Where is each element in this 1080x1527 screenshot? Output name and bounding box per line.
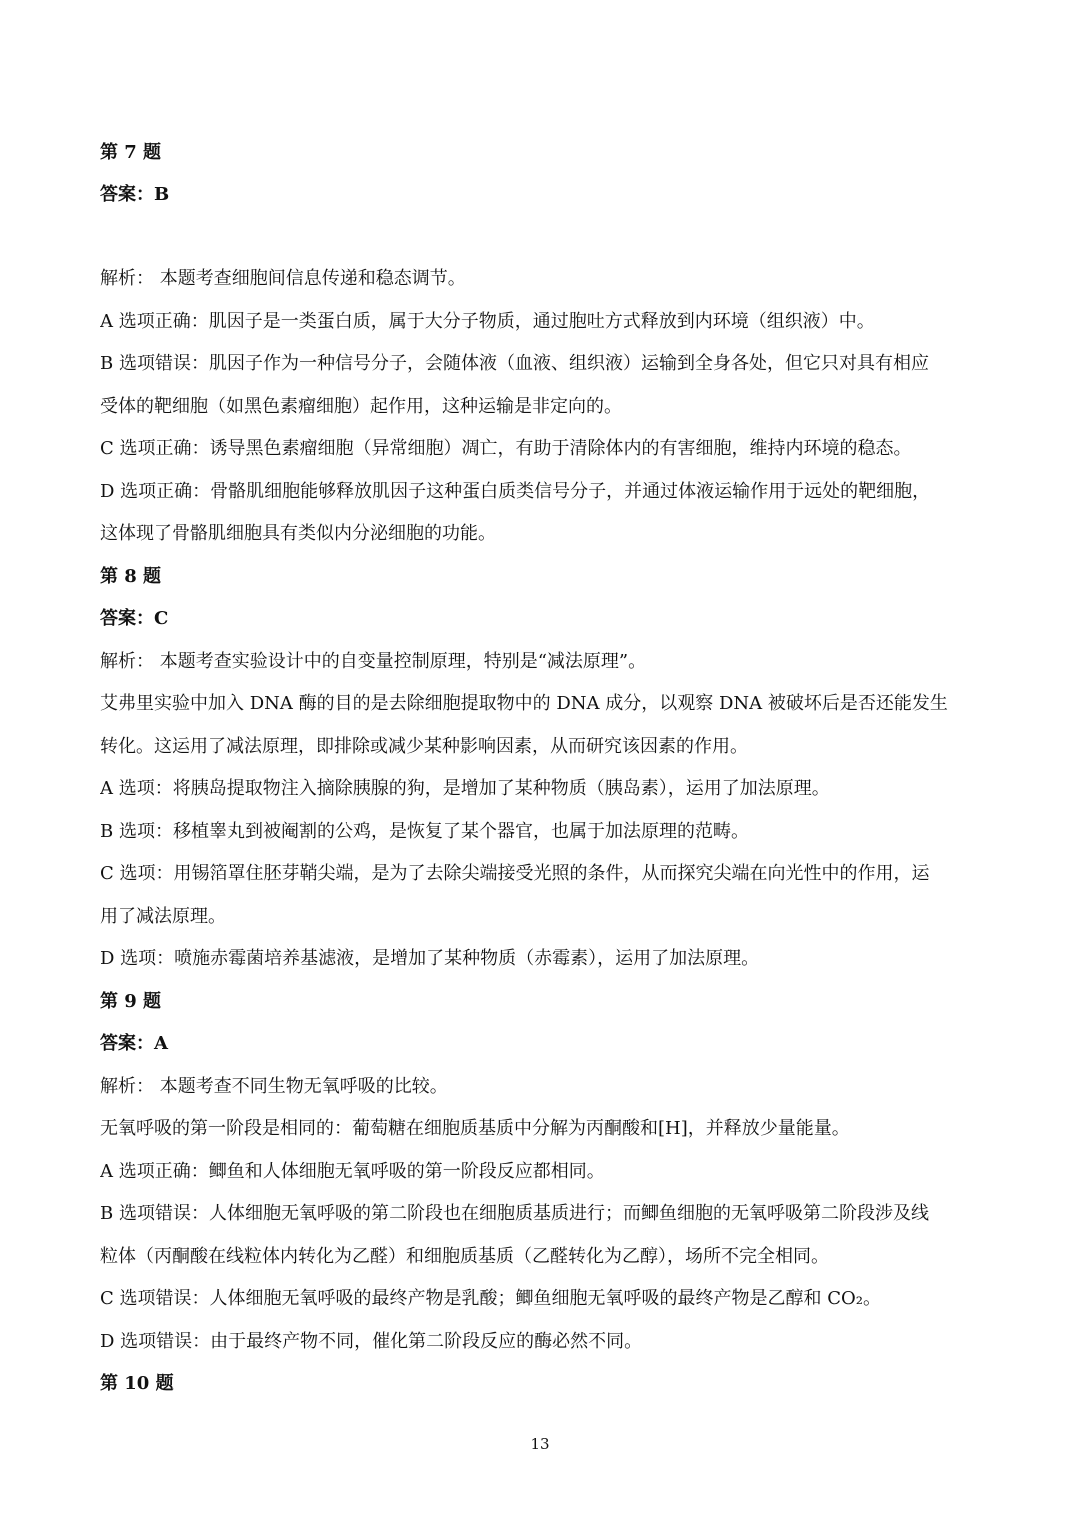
q8-option-c-line1: C 选项：用锡箔罩住胚芽鞘尖端，是为了去除尖端接受光照的条件，从而探究尖端在向光性中的作用，运 [100, 863, 930, 884]
q8-option-b: B 选项：移植睾丸到被阉割的公鸡，是恢复了某个器官，也属于加法原理的范畴。 [100, 821, 749, 842]
q10-heading: 第 10 题 [100, 1373, 174, 1394]
q7-option-d-line1: D 选项正确：骨骼肌细胞能够释放肌因子这种蛋白质类信号分子，并通过体液运输作用于远处的靶细胞， [100, 481, 931, 502]
q8-intro-line1: 艾弗里实验中加入 DNA 酶的目的是去除细胞提取物中的 DNA 成分，以观察 DNA 被破坏后是否还能发生 [100, 693, 948, 714]
q7-option-b-line1: B 选项错误：肌因子作为一种信号分子，会随体液（血液、组织液）运输到全身各处，但它只对具有相应 [100, 353, 929, 374]
q9-analysis: 解析： 本题考查不同生物无氧呼吸的比较。 [100, 1076, 448, 1097]
q9-intro: 无氧呼吸的第一阶段是相同的：葡萄糖在细胞质基质中分解为丙酮酸和[H]，并释放少量能量。 [100, 1118, 850, 1139]
q7-option-c: C 选项正确：诱导黑色素瘤细胞（异常细胞）凋亡，有助于清除体内的有害细胞，维持内环境的稳态。 [100, 438, 912, 459]
q9-option-b-line2: 粒体（丙酮酸在线粒体内转化为乙醛）和细胞质基质（乙醛转化为乙醇），场所不完全相同。 [100, 1246, 829, 1267]
q9-option-b-line1: B 选项错误：人体细胞无氧呼吸的第二阶段也在细胞质基质进行；而鲫鱼细胞的无氧呼吸第二阶段涉及线 [100, 1203, 929, 1224]
q8-heading: 第 8 题 [100, 566, 162, 587]
q8-analysis: 解析： 本题考查实验设计中的自变量控制原理，特别是“减法原理”。 [100, 651, 647, 672]
q9-answer: 答案：A [100, 1033, 168, 1054]
q9-option-d: D 选项错误：由于最终产物不同，催化第二阶段反应的酶必然不同。 [100, 1331, 643, 1352]
page-number: 13 [530, 1435, 550, 1453]
q7-answer: 答案：B [100, 184, 170, 205]
q7-option-b-line2: 受体的靶细胞（如黑色素瘤细胞）起作用，这种运输是非定向的。 [100, 396, 622, 417]
q9-option-c: C 选项错误：人体细胞无氧呼吸的最终产物是乳酸；鲫鱼细胞无氧呼吸的最终产物是乙醇和 CO₂。 [100, 1288, 881, 1309]
q8-intro-line2: 转化。这运用了减法原理，即排除或减少某种影响因素，从而研究该因素的作用。 [100, 736, 748, 757]
q8-option-a: A 选项：将胰岛提取物注入摘除胰腺的狗，是增加了某种物质（胰岛素），运用了加法原理。 [100, 778, 830, 799]
q7-heading: 第 7 题 [100, 142, 162, 163]
q8-option-c-line2: 用了减法原理。 [100, 906, 226, 927]
q8-option-d: D 选项：喷施赤霉菌培养基滤液，是增加了某种物质（赤霉素），运用了加法原理。 [100, 948, 760, 969]
q7-analysis: 解析： 本题考查细胞间信息传递和稳态调节。 [100, 268, 466, 289]
q8-answer: 答案：C [100, 608, 169, 629]
q9-option-a: A 选项正确：鲫鱼和人体细胞无氧呼吸的第一阶段反应都相同。 [100, 1161, 605, 1182]
q7-option-a: A 选项正确：肌因子是一类蛋白质，属于大分子物质，通过胞吐方式释放到内环境（组织液）中。 [100, 311, 875, 332]
q7-option-d-line2: 这体现了骨骼肌细胞具有类似内分泌细胞的功能。 [100, 523, 496, 544]
q9-heading: 第 9 题 [100, 991, 162, 1012]
